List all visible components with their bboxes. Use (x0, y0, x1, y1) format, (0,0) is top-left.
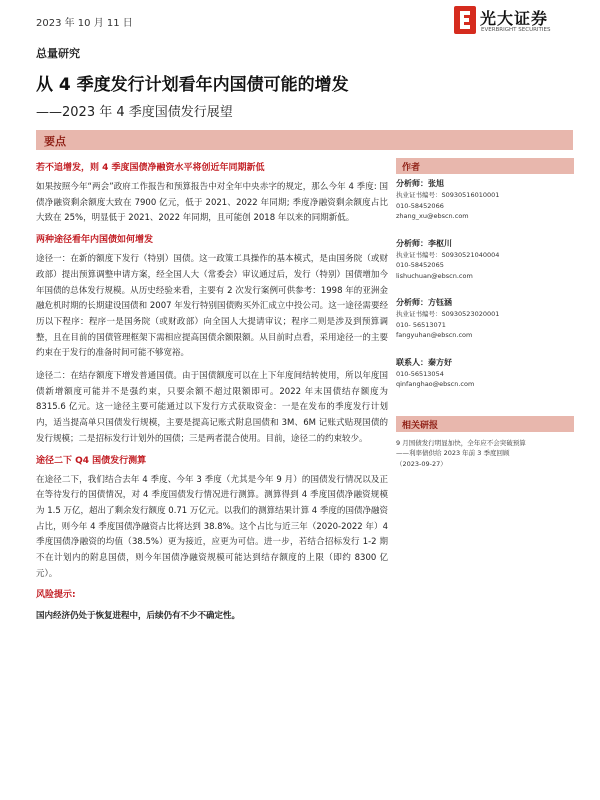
analyst-cert: 执业证书编号：S0930521040004 (396, 250, 500, 259)
contact-card (396, 357, 574, 390)
analyst-card (396, 238, 574, 282)
heading-2: 两种途径看年内国债如何增发 (36, 235, 154, 246)
contact-name: 联系人：秦方好 (396, 357, 452, 367)
everbright-logo-icon (454, 6, 476, 34)
report-date: 2023 年 10 月 11 日 (36, 18, 133, 29)
risk-text: 国内经济仍处于恢复进程中，后续仍有不少不确定性。 (36, 611, 241, 622)
heading-3: 途径二下 Q4 国债发行测算 (36, 455, 147, 466)
analyst-email[interactable]: lishuchuan@ebscn.com (396, 271, 473, 280)
analyst-card (396, 178, 574, 222)
report-category: 总量研究 (36, 47, 80, 60)
related-report-title: 9 月国债发行明显加快，全年应不会突破预算 (396, 438, 526, 447)
analyst-phone: 010- 56513071 (396, 320, 446, 329)
key-points-label: 要点 (44, 135, 66, 148)
analyst-phone: 010-58452066 (396, 201, 444, 210)
related-report-date: （2023-09-27） (396, 459, 447, 468)
analyst-phone: 010-58452065 (396, 261, 444, 269)
related-report-link[interactable] (396, 438, 574, 470)
contact-phone: 010-56513054 (396, 369, 444, 378)
analyst-name: 分析师：张旭 (396, 179, 444, 188)
logo-subtitle: EVERBRIGHT SECURITIES (481, 27, 551, 33)
related-research-label: 相关研报 (402, 420, 439, 431)
main-content (36, 162, 388, 623)
analyst-name: 分析师：方钰涵 (396, 298, 452, 307)
authors-bar (396, 158, 574, 174)
paragraph-1: 如果按照今年“两会”政府工作报告和预算报告中对全年中央赤字的规定，那么今年 4 季度: 国债净融资剩余额度大致在 7900 亿元，低于 2021、2022 年同期; 季度净融资剩余额度占比大致在 25%，明显低于 2021、2022 年同期，且可能创 2018 年以来的同期新低。 (36, 182, 388, 224)
related-research-bar (396, 416, 574, 432)
company-logo (454, 4, 572, 40)
report-subtitle: ——2023 年 4 季度国债发行展望 (36, 105, 233, 120)
analyst-email[interactable]: fangyuhan@ebscn.com (396, 331, 473, 339)
key-points-bar (36, 130, 573, 150)
heading-1: 若不追增发，则 4 季度国债净融资水平将创近年同期新低 (36, 163, 265, 173)
analyst-email[interactable]: zhang_xu@ebscn.com (396, 212, 469, 220)
analyst-card (396, 297, 574, 341)
analyst-name: 分析师：李枢川 (396, 238, 452, 248)
contact-email[interactable]: qinfanghao@ebscn.com (396, 380, 475, 388)
analyst-cert: 执业证书编号：S0930523020001 (396, 310, 500, 318)
related-report-subtitle: ——利率债供给 2023 年前 3 季度回顾 (396, 449, 510, 457)
paragraph-3: 途径二：在结存额度下增发普通国债。由于国债额度可以在上下年度间结转使用，所以年度国债新增额度可能并不是强约束，只要余额不超过限额即可。2022 年末国债结存额度为 8315.6 亿元。这一途径主要可能通过以下发行方式获取资金：一是在发布的季度发行计划内，适当提高单只国债发行规模，主要是提高记账式附息国债和 3M、6M 记账式贴现国债的发行规模；二是招标发行计划外的国债；三是两者混合使用。目前，途径二的约束较少。 (36, 371, 388, 444)
paragraph-2: 途径一：在新的额度下发行（特别）国债。这一政策工具操作的基本模式，是由国务院（或财政部）提出预算调整申请方案，经全国人大（常委会）审议通过后，发行（特别）国债增加今年国债的总体发行规模。从历史经验来看，主要有 2 次发行案例可供参考：1998 年的亚洲金融危机时期的长期建设国债和 2007 年发行特别国债购买外汇成立中投公司。这一途径需要经历以下程序：程序一是国务院（或财政部）向全国人大提请审议；程序二则是涉及到预算调整，且在目前的国债管理框架下需相应提高国债余额限额。从目前时点看，采用途径一的主要约束在于发行的准备时间可能不够宽裕。 (36, 254, 388, 359)
report-title: 从 4 季度发行计划看年内国债可能的增发 (36, 75, 349, 95)
logo-name: 光大证券 (480, 9, 549, 28)
risk-title: 风险提示: (36, 590, 76, 601)
paragraph-4: 在途径二下，我们结合去年 4 季度、今年 3 季度（尤其是今年 9 月）的国债发行情况以及正在等待发行的国债情况，对 4 季度国债发行情况进行测算。测算得到 4 季度国债净融资规模为 1.5 万亿，超出了剩余发行额度 0.71 万亿元。以我们的测算结果计算 4 季度的国债净融资占比，则今年 4 季度国债净融资占比将达到 38.8%。这个占比与近三年（2020-2022 年）4 季度国债净融资的均值（38.5%）更为接近，应更为可信。进一步，若结合招标发行 1-2 期不在计划内的附息国债，则今年国债净融资规模可能达到结存额度的上限（即约 8300 亿元）。 (36, 474, 388, 579)
sidebar (396, 158, 574, 469)
analyst-cert: 执业证书编号：S0930516010001 (396, 191, 500, 199)
authors-label: 作者 (402, 163, 421, 173)
